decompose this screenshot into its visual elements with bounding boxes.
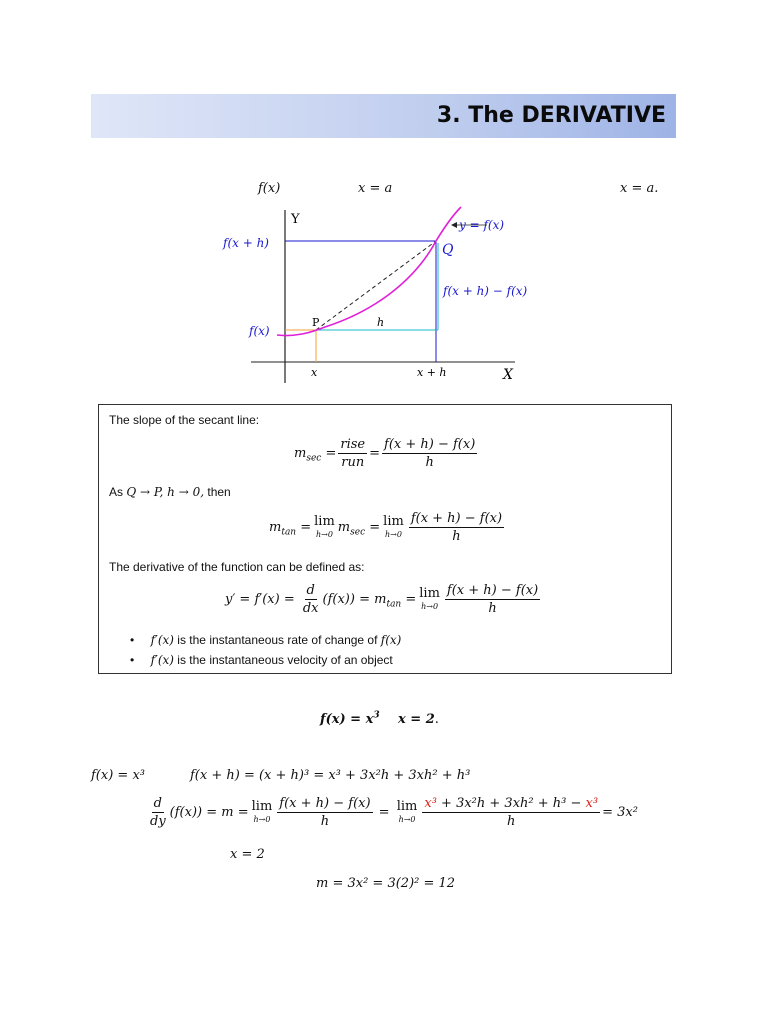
final-slope: m = 3x² = 3(2)² = 12	[316, 876, 456, 891]
intro-x-eq-a-end: x = a.	[620, 181, 659, 196]
curve	[277, 207, 461, 336]
h-label: h	[377, 316, 385, 329]
as-q-line: As Q → P, h → 0, then	[109, 485, 231, 499]
q-label: Q	[442, 242, 454, 258]
msec-formula: $m_{sec}$ = $\frac{\text{rise}}{\text{run}}$ = $\frac{f(x + h) - f(x)}{h}$	[294, 437, 476, 470]
example-x-eq-2: x = 2.	[398, 712, 439, 727]
curve-label: y = f(x)	[459, 218, 505, 232]
secant-line	[316, 241, 436, 330]
x-eq-2-line: x = 2	[230, 847, 265, 862]
title-bar	[91, 94, 676, 138]
intro-x-eq-a: x = a	[358, 181, 393, 196]
derivative-text: The derivative of the function can be defined as:	[109, 560, 365, 574]
fx-label: f(x)	[249, 324, 270, 338]
bullet-velocity: • f′(x) is the instantaneous velocity of an object	[130, 653, 393, 667]
y-axis-label: Y	[291, 212, 300, 227]
page-title: 3. The DERIVATIVE	[436, 103, 666, 128]
fxh-label: f(x + h)	[223, 236, 269, 250]
slope-text: The slope of the secant line:	[109, 413, 260, 427]
diff-label: f(x + h) − f(x)	[443, 284, 528, 298]
derivative-computation: $\frac{d}{dy}$ (f(x)) = m = lim h→0 $\frac{f(x + h) - f(x)}{h}$ = lim h→0 $\frac{\text{x³ + 3x²h + 3xh² + h³ − x³}}{h}$ = 3x²	[150, 796, 638, 829]
example-function: $f(x) = x^3$	[320, 710, 380, 727]
intro-fx: f(x)	[258, 181, 281, 196]
derivative-formula: y′ = f′(x) = $\frac{d}{dx}$ (f(x)) = $m_{tan}$ = lim h→0 $\frac{f(x + h) - f(x)}{h}$	[225, 583, 539, 616]
mtan-formula: $m_{tan}$ = lim h→0 $m_{sec}$ = lim h→0 $\frac{f(x + h) - f(x)}{h}$	[269, 511, 503, 544]
x-tick: x	[311, 366, 318, 379]
fx-cube-line: f(x) = x³	[91, 768, 145, 783]
secant-graph	[215, 205, 555, 385]
fxh-expansion: f(x + h) = (x + h)³ = x³ + 3x²h + 3xh² + h³	[190, 768, 471, 783]
xh-tick: x + h	[417, 366, 447, 379]
definition-box	[98, 404, 672, 674]
x-axis-label: X	[503, 367, 513, 383]
p-label: P	[312, 316, 320, 329]
bullet-rate: • f′(x) is the instantaneous rate of change of f(x)	[130, 633, 402, 647]
